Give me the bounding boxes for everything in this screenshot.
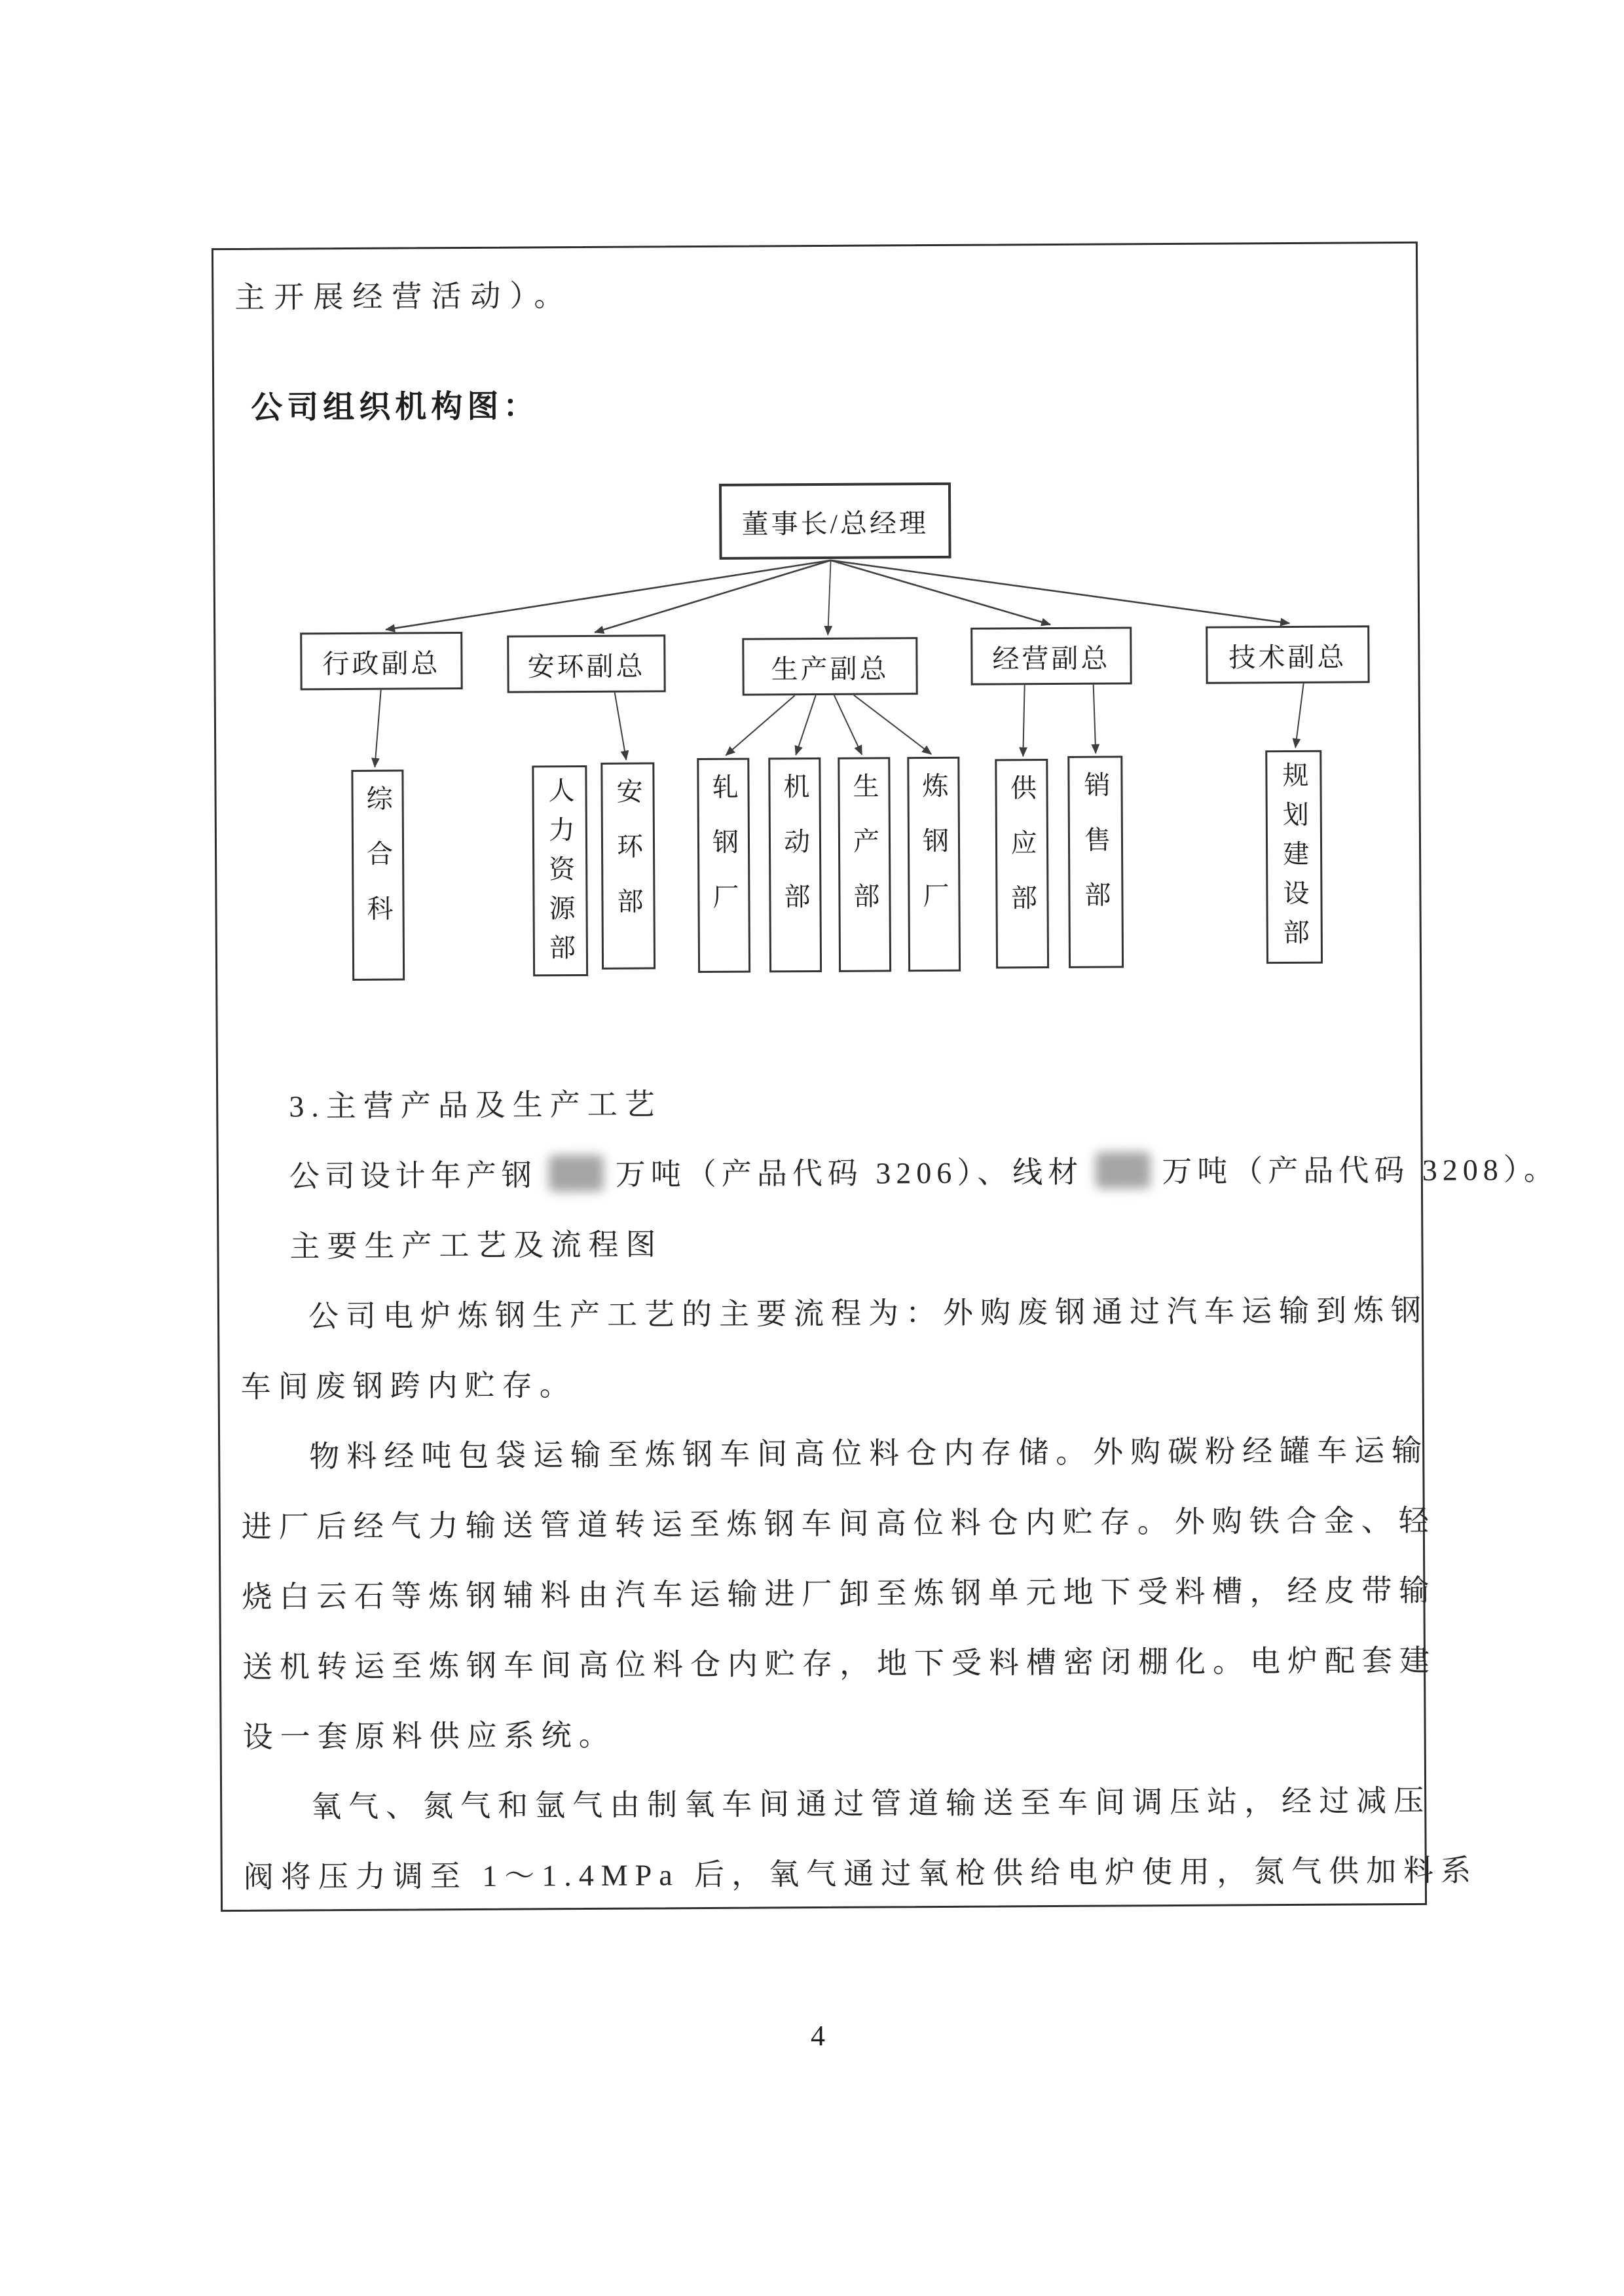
org-box-admin-vp: 行政副总: [300, 632, 462, 690]
org-box-safety-env-dept: 安环部: [600, 762, 655, 969]
org-box-sales-dept: 销售部: [1067, 756, 1124, 968]
org-box-safety-env-vp: 安环副总: [507, 634, 665, 693]
org-box-steelmaking-plant: 炼钢厂: [907, 757, 961, 972]
design-capacity-seg2: 万吨（产品代码 3206）、线材: [615, 1155, 1084, 1192]
paragraph-line: 阀将压力调至 1～1.4MPa 后，氧气通过氧枪供给电炉使用，氮气供加料系: [243, 1853, 1479, 1894]
org-chart-heading: 公司组织机构图：: [251, 389, 540, 426]
redacted-value-steel: [549, 1155, 604, 1192]
page-number: 4: [811, 2020, 825, 2052]
paragraph-line: 公司电炉炼钢生产工艺的主要流程为：外购废钢通过汽车运输到炼钢: [308, 1293, 1429, 1334]
design-capacity-seg1: 公司设计年产钢: [289, 1158, 537, 1194]
org-box-general-affairs-section: 综合科: [351, 770, 405, 981]
paragraph-line: 送机转运至炼钢车间高位料仓内贮存，地下受料槽密闭棚化。电炉配套建: [242, 1643, 1437, 1684]
paragraph-line: 烧白云石等炼钢辅料由汽车运输进厂卸至炼钢单元地下受料槽，经皮带输: [242, 1573, 1437, 1614]
paragraph-line: 氧气、氮气和氩气由制氧车间通过管道输送至车间调压站，经过减压: [311, 1783, 1431, 1824]
design-capacity-seg3: 万吨（产品代码 3208）。: [1162, 1152, 1559, 1189]
org-box-rolling-mill: 轧钢厂: [697, 758, 750, 973]
design-capacity-line: [240, 1135, 1559, 1212]
org-box-chairman-general-manager: 董事长/总经理: [719, 483, 951, 560]
paragraph-line: 车间废钢跨内贮存。: [240, 1368, 577, 1404]
paragraph-line: 进厂后经气力输送管道转运至炼钢车间高位料仓内贮存。外购铁合金、轻: [241, 1503, 1436, 1544]
org-chart-diagram: [236, 462, 1404, 992]
paragraph-line: 设一套原料供应系统。: [242, 1718, 616, 1754]
org-box-hr-dept: 人力资源部: [532, 765, 588, 976]
org-box-supply-dept: 供应部: [995, 759, 1049, 968]
section-subheading: 3.主营产品及生产工艺: [289, 1087, 662, 1123]
org-box-mechanical-dept: 机动部: [768, 757, 822, 972]
paragraph-line: 物料经吨包袋运输至炼钢车间高位料仓内存储。外购碳粉经罐车运输: [309, 1433, 1430, 1474]
process-flow-subheading: 主要生产工艺及流程图: [289, 1228, 663, 1264]
body-text: [239, 1065, 1559, 1912]
intro-line: 主开展经营活动）。: [234, 279, 574, 314]
org-box-technology-vp: 技术副总: [1206, 625, 1369, 683]
org-box-planning-construction-dept: 规划建设部: [1265, 750, 1323, 964]
org-box-operations-vp: 经营副总: [970, 627, 1132, 685]
content-border-frame: [212, 242, 1559, 1912]
org-box-production-vp: 生产副总: [742, 637, 917, 695]
org-box-production-dept: 生产部: [838, 757, 891, 972]
redacted-value-wire: [1095, 1152, 1150, 1188]
